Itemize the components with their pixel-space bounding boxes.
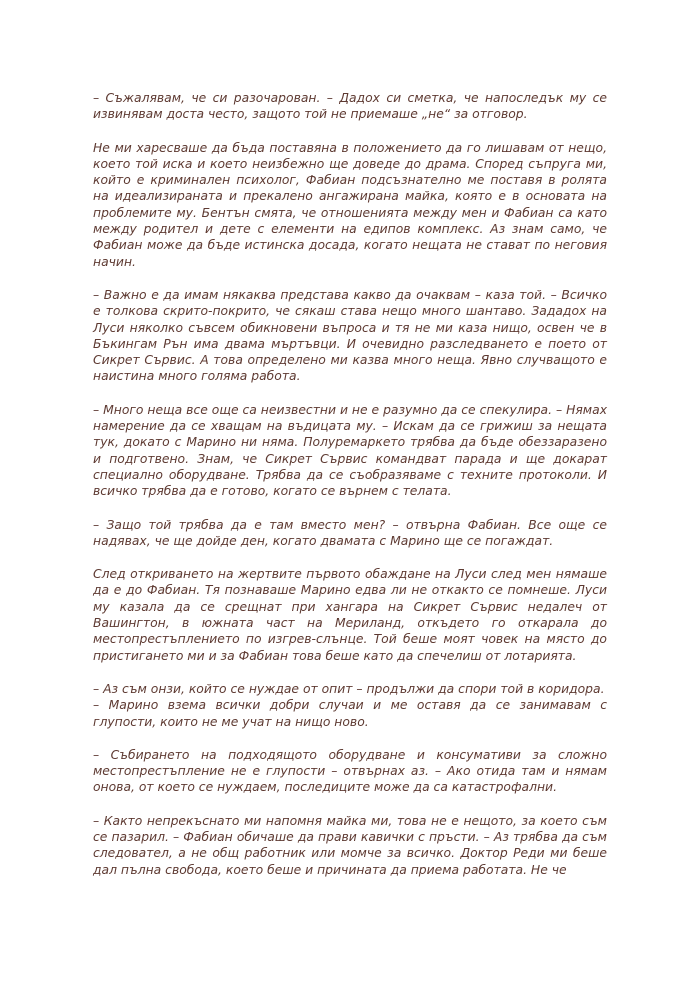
paragraph-1: – Съжалявам, че си разочарован. – Дадох си сметка, че напоследък му се извинявам доста често, защото той не приемаше „не“ за отговор.: [93, 91, 607, 122]
paragraph-5: – Защо той трябва да е там вместо мен? – отвърна Фабиан. Все още се надявах, че ще дойде ден, когато двамата с Марино ще се погаждат.: [93, 517, 607, 548]
paragraph-9: – Както непрекъснато ми напомня майка ми, това не е нещото, за което съм се пазарил. – Фабиан обичаше да прави кавички с пръсти. – Аз трябва да съм следовател, а не общ работник или момче за всичко. Доктор Реди ми беше дал пълна свобода, което беше и причината да приема работата. Не че: [93, 813, 607, 877]
paragraph-3: – Важно е да имам някаква представа какво да очаквам – каза той. – Всичко е толкова скрито-покрито, че сякаш става нещо много шантаво. Зададох на Луси няколко съвсем обикновени въпроса и тя не ми каза нищо, освен че в Бъкингам Рън има двама мъртъвци. И очевидно разследването е поето от Сикрет Сървис. А това определено ми казва много неща. Явно случващото е наистина много голяма работа.: [93, 287, 607, 384]
paragraph-6: След откриването на жертвите първото обаждане на Луси след мен нямаше да е до Фабиан. Тя познаваше Марино едва ли не откакто се помнеше. Луси му казала да се срещнат при хангара на Сикрет Сървис недалеч от Вашингтон, в южната част на Мериланд, откъдето го откарала до местопрестъплението по изгрев-слънце. Той беше моят човек на място до пристигането ми и за Фабиан това беше като да спечелиш от лотарията.: [93, 567, 607, 663]
document-page: [93, 90, 607, 895]
paragraph-2: Не ми харесваше да бъда поставяна в положението да го лишавам от нещо, което той иска и което неизбежно ще доведе до драма. Според съпруга ми, който е криминален психолог, Фабиан подсъзнателно ме поставя в ролята на идеализираната и прекалено ангажирана майка, която е в основата на проблемите му. Бентън смята, че отношенията между мен и Фабиан са като между родител и дете с елементи на едипов комплекс. Аз знам само, че Фабиан може да бъде истинска досада, когато нещата не стават по неговия начин.: [93, 140, 607, 269]
paragraph-4: – Много неща все още са неизвестни и не е разумно да се спекулира. – Нямах намерение да се хващам на въдицата му. – Искам да се грижиш за нещата тук, докато с Марино ни няма. Полуремаркето трябва да бъде обеззаразено и подготвено. Знам, че Сикрет Сървис командват парада и ще докарат специално оборудване. Трябва да се съобразяваме с техните протоколи. И всичко трябва да е готово, когато се върнем с телата.: [93, 402, 607, 499]
paragraph-7: – Аз съм онзи, който се нуждае от опит – продължи да спори той в коридора. – Марино взема всички добри случаи и ме оставя да се занимавам с глупости, които не ме учат на нищо ново.: [93, 681, 607, 729]
paragraph-8: – Събирането на подходящото оборудване и консумативи за сложно местопрестъпление не е глупости – отвърнах аз. – Ако отида там и нямам онова, от което се нуждаем, последиците може да са катастрофални.: [93, 747, 607, 795]
